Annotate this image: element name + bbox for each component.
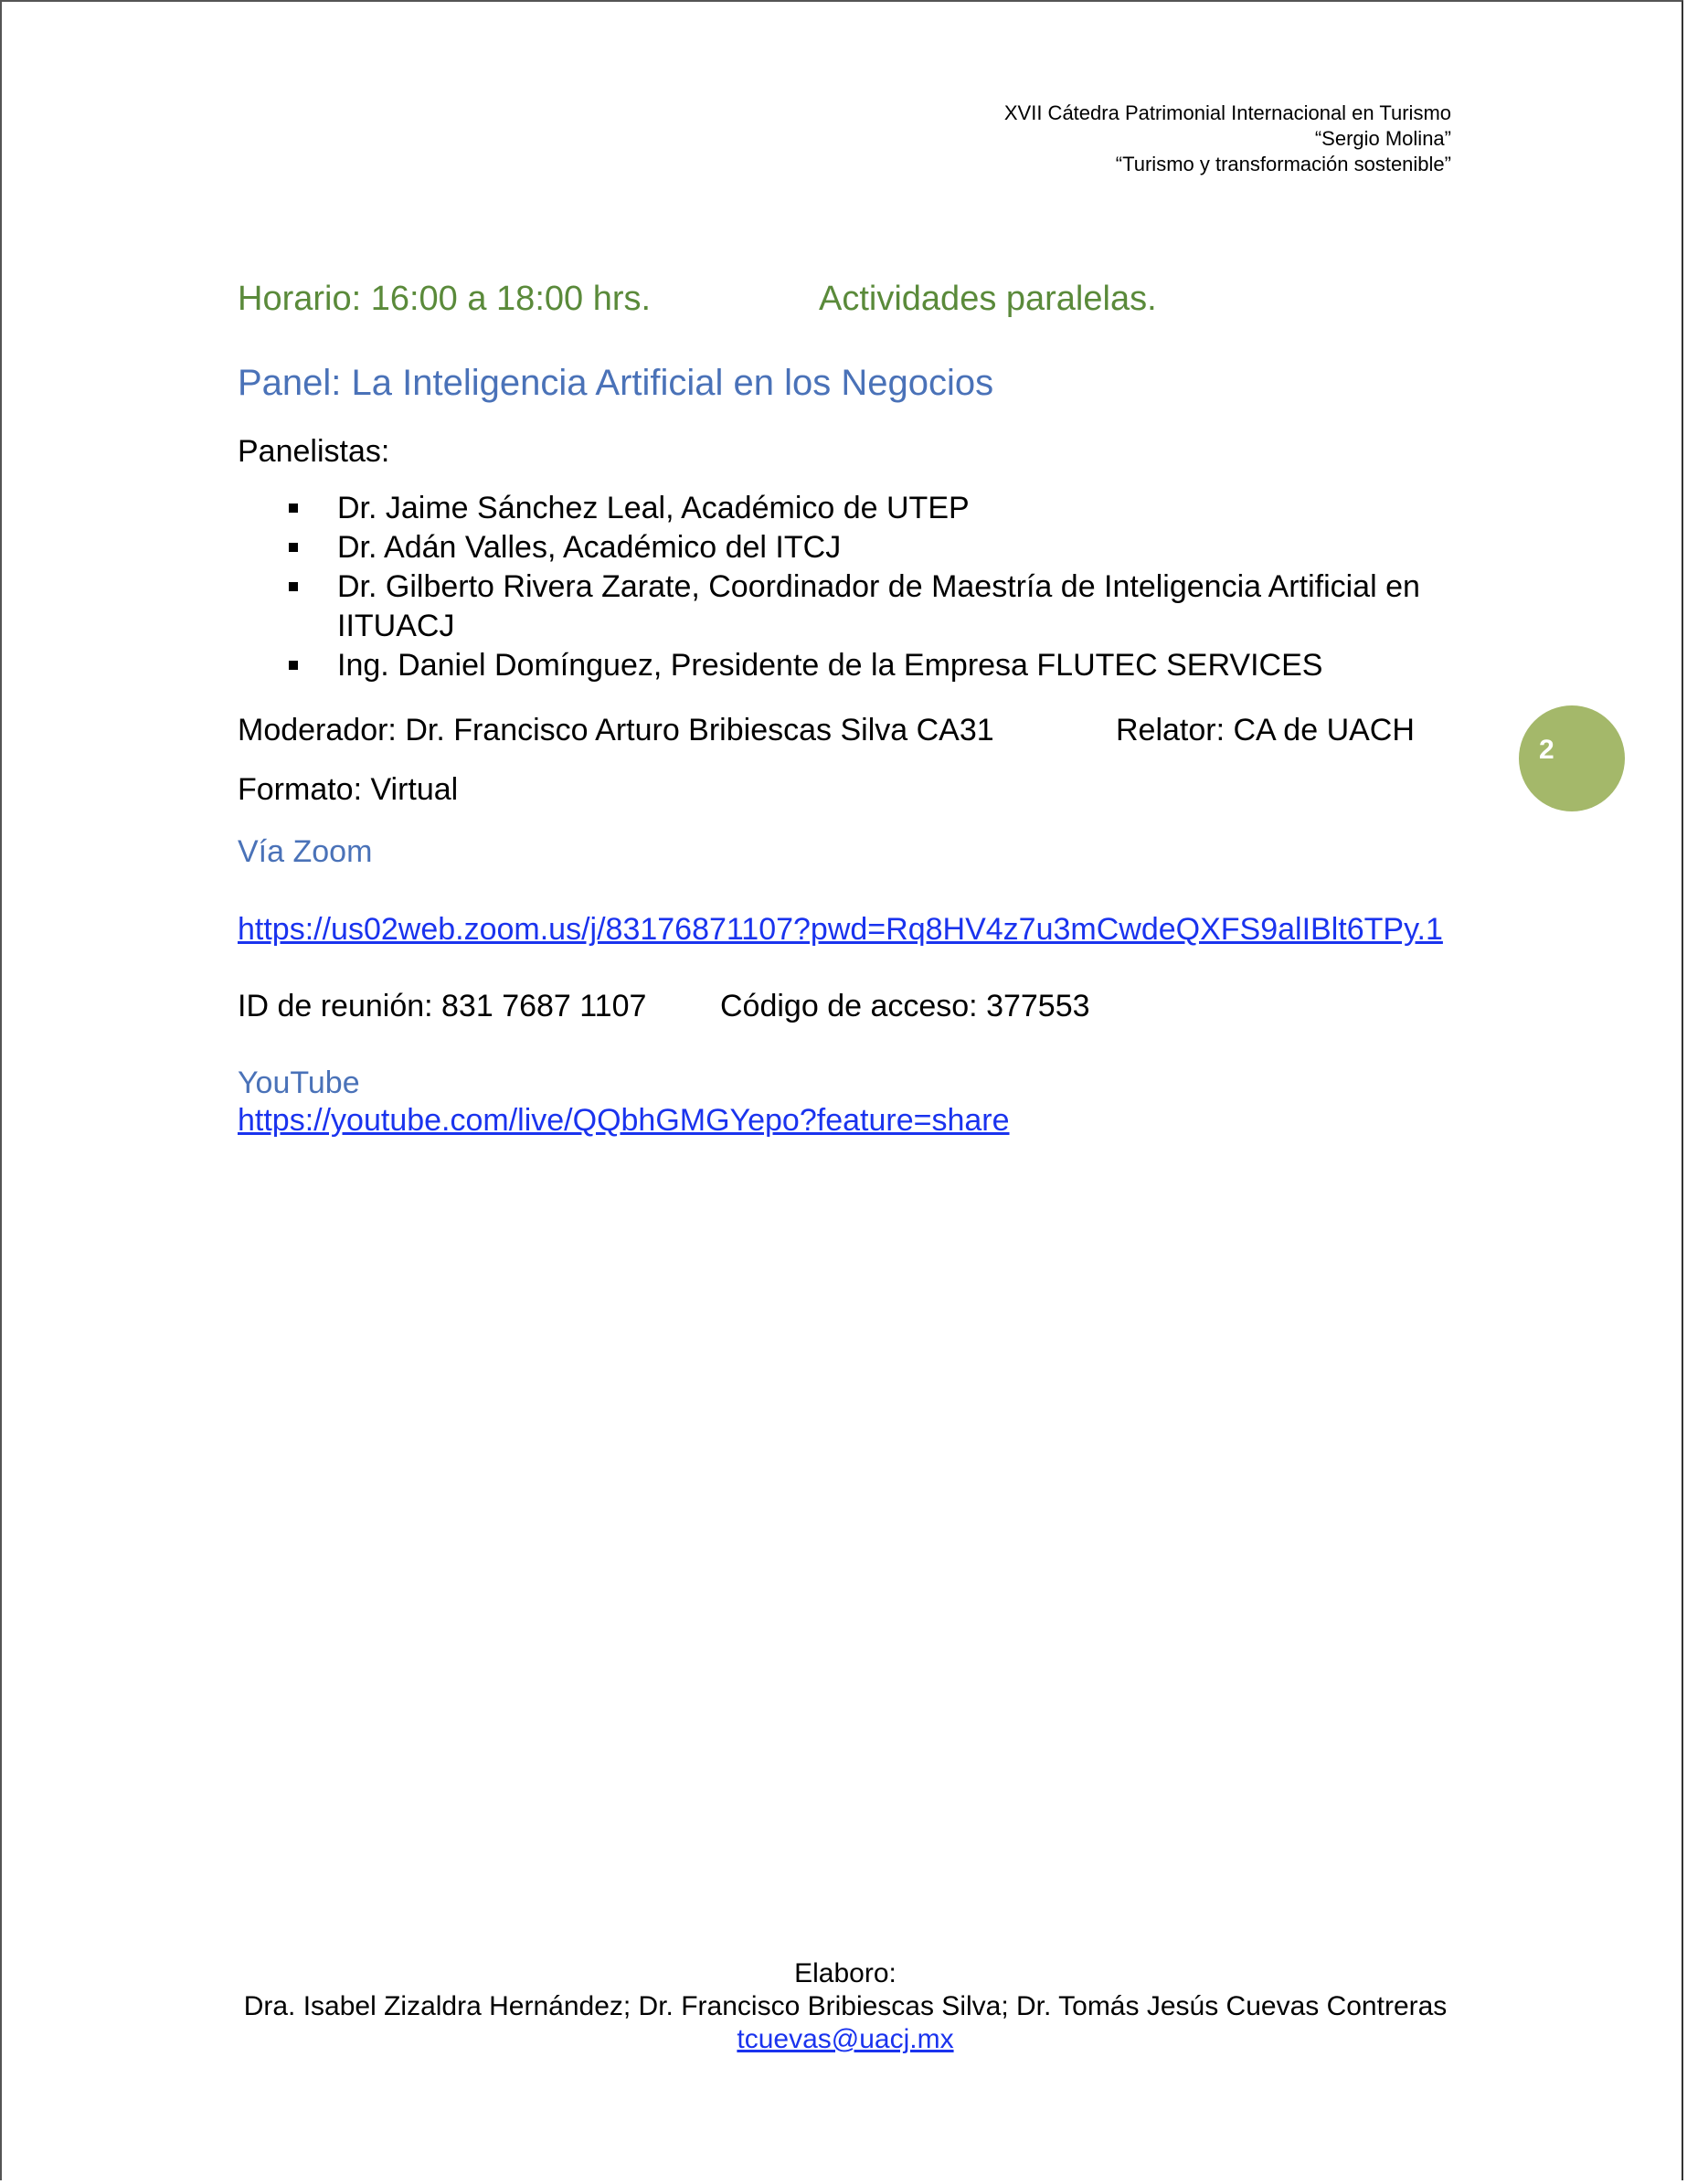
bullet-icon bbox=[289, 504, 298, 513]
zoom-link[interactable]: https://us02web.zoom.us/j/83176871107?pwd=Rq8HV4z7u3mCwdeQXFS9alIBlt6TPy.1 bbox=[238, 912, 1443, 947]
header-line-2: “Sergio Molina” bbox=[1314, 127, 1451, 150]
page-number: 2 bbox=[1539, 735, 1554, 765]
format-text: Formato: Virtual bbox=[238, 772, 459, 807]
page-header bbox=[1004, 101, 1451, 177]
header-line-3: “Turismo y transformación sostenible” bbox=[1115, 153, 1451, 175]
moderator-text: Moderador: Dr. Francisco Arturo Bribiescas Silva CA31 bbox=[238, 713, 994, 747]
panelist-text: Ing. Daniel Domínguez, Presidente de la Empresa FLUTEC SERVICES bbox=[337, 648, 1323, 683]
schedule-time: Horario: 16:00 a 18:00 hrs. bbox=[238, 280, 652, 318]
footer-label: Elaboro: bbox=[794, 1958, 897, 1988]
youtube-label: YouTube bbox=[238, 1065, 360, 1100]
bullet-icon bbox=[289, 543, 298, 552]
page-number-badge bbox=[1519, 705, 1625, 811]
zoom-passcode: Código de acceso: 377553 bbox=[720, 989, 1090, 1023]
panelist-text: Dr. Adán Valles, Académico del ITCJ bbox=[337, 530, 842, 565]
bullet-icon bbox=[289, 661, 298, 670]
list-item bbox=[238, 646, 1471, 685]
list-item bbox=[238, 528, 1471, 567]
footer-email-link[interactable]: tcuevas@uacj.mx bbox=[737, 2024, 954, 2054]
schedule-activities: Actividades paralelas. bbox=[819, 280, 1157, 318]
zoom-label: Vía Zoom bbox=[238, 834, 373, 869]
panelist-text: Dr. Gilberto Rivera Zarate, Coordinador de Maestría de Inteligencia Artificial en IITUACJ bbox=[337, 569, 1420, 643]
panelists-list bbox=[238, 489, 1471, 685]
page-footer bbox=[2, 1957, 1687, 2056]
bullet-icon bbox=[289, 582, 298, 591]
youtube-link-row bbox=[238, 1100, 1010, 1140]
list-item bbox=[238, 489, 1471, 528]
list-item bbox=[238, 567, 1471, 646]
zoom-link-row bbox=[238, 909, 1443, 949]
panelist-text: Dr. Jaime Sánchez Leal, Académico de UTEP bbox=[337, 491, 970, 525]
footer-authors: Dra. Isabel Zizaldra Hernández; Dr. Francisco Bribiescas Silva; Dr. Tomás Jesús Cuevas Contreras bbox=[243, 1991, 1448, 2021]
header-line-1: XVII Cátedra Patrimonial Internacional en Turismo bbox=[1003, 101, 1451, 124]
schedule-row bbox=[238, 276, 1157, 322]
panel-title: Panel: La Inteligencia Artificial en los Negocios bbox=[238, 363, 994, 403]
relator-text: Relator: CA de UACH bbox=[1116, 713, 1415, 747]
zoom-meeting-id: ID de reunión: 831 7687 1107 bbox=[238, 989, 647, 1023]
youtube-link[interactable]: https://youtube.com/live/QQbhGMGYepo?feature=share bbox=[238, 1103, 1010, 1138]
panelists-label: Panelistas: bbox=[238, 434, 390, 469]
